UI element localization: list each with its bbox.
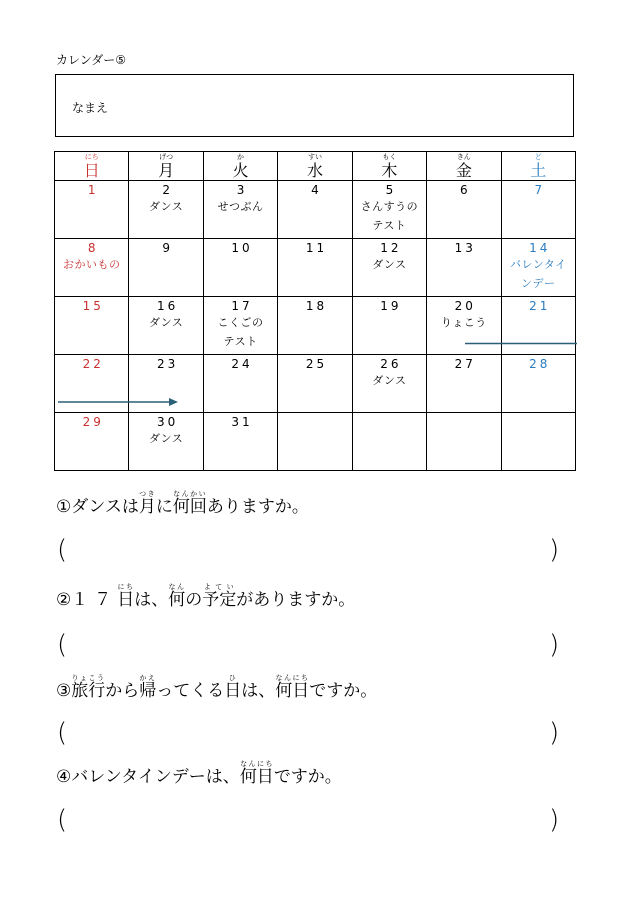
weekday-label: 木 bbox=[381, 161, 398, 180]
ruby-reading: なんにち bbox=[239, 760, 274, 768]
ruby-base: 何回 bbox=[172, 497, 207, 517]
question-text: に bbox=[155, 497, 173, 517]
day-number: 18 bbox=[305, 299, 328, 313]
day-event: ダンス bbox=[372, 374, 407, 387]
weekday-ruby: にち bbox=[84, 153, 99, 161]
ruby-reading: にち bbox=[117, 583, 135, 591]
question-text: ってくる bbox=[156, 681, 225, 701]
day-number: 9 bbox=[162, 241, 173, 255]
day-number: 19 bbox=[380, 299, 402, 313]
day-event: バレンタイ bbox=[509, 258, 567, 271]
ruby-reading: ひ bbox=[224, 674, 242, 682]
day-event: おかいもの bbox=[62, 258, 121, 271]
day-number: 10 bbox=[231, 241, 253, 255]
day-number: 17 bbox=[231, 299, 253, 313]
name-label: なまえ bbox=[72, 101, 109, 115]
ruby-reading: なん bbox=[168, 583, 186, 591]
day-number: 24 bbox=[231, 357, 253, 371]
day-number: 5 bbox=[385, 183, 397, 197]
question-number: ③ bbox=[56, 681, 72, 701]
day-number: 21 bbox=[529, 299, 551, 313]
answer-bracket-open-3: ( bbox=[57, 718, 68, 748]
weekday-ruby: ど bbox=[534, 153, 542, 161]
day-number: 11 bbox=[305, 241, 328, 255]
day-number: 28 bbox=[529, 357, 551, 371]
weekday-label: 金 bbox=[455, 161, 472, 180]
ruby-word bbox=[202, 583, 237, 610]
weekday-ruby: もく bbox=[382, 153, 397, 161]
question-text: は、 bbox=[241, 681, 276, 701]
ruby-base: 何日 bbox=[275, 681, 310, 701]
day-number: 23 bbox=[156, 357, 179, 371]
arrowhead-icon bbox=[169, 398, 178, 406]
weekday-label: 日 bbox=[83, 161, 100, 180]
question-number: ④ bbox=[56, 767, 72, 787]
day-number: 16 bbox=[156, 299, 179, 313]
day-event: ダンス bbox=[148, 316, 184, 329]
day-event: ダンス bbox=[372, 258, 407, 271]
question-text: から bbox=[105, 681, 140, 701]
question-day-number: １７ bbox=[71, 590, 118, 610]
day-event: ダンス bbox=[148, 200, 184, 213]
answer-bracket-close-4: ) bbox=[549, 805, 560, 835]
answer-bracket-open-2: ( bbox=[57, 630, 68, 660]
ruby-reading: かえ bbox=[139, 674, 157, 682]
day-number: 6 bbox=[460, 183, 471, 197]
ruby-word bbox=[139, 674, 157, 701]
weekday-label: 土 bbox=[530, 161, 547, 180]
weekday-ruby: げつ bbox=[159, 153, 174, 161]
question-4 bbox=[56, 760, 342, 787]
ruby-reading: なんにち bbox=[275, 674, 310, 682]
ruby-word bbox=[172, 490, 207, 517]
ruby-base: 予定 bbox=[202, 590, 237, 610]
question-text: ありますか。 bbox=[206, 497, 309, 517]
answer-bracket-open-1: ( bbox=[57, 535, 68, 565]
ruby-base: 日 bbox=[224, 681, 242, 701]
weekday-ruby: きん bbox=[456, 153, 471, 161]
question-number: ① bbox=[56, 497, 72, 517]
day-number: 25 bbox=[305, 357, 328, 371]
ruby-base: 何日 bbox=[239, 767, 274, 787]
question-text: バレンタインデーは、 bbox=[71, 767, 240, 787]
answer-bracket-close-2: ) bbox=[549, 630, 560, 660]
ruby-reading: りょこう bbox=[71, 674, 106, 682]
day-event: せつぶん bbox=[217, 200, 264, 213]
day-number: 27 bbox=[454, 357, 476, 371]
ruby-reading: つき bbox=[138, 490, 156, 498]
day-number: 8 bbox=[87, 241, 99, 255]
ruby-word bbox=[138, 490, 156, 517]
weekday-label: 火 bbox=[232, 161, 249, 180]
question-text: がありますか。 bbox=[236, 590, 356, 610]
day-number: 2 bbox=[162, 183, 173, 197]
ruby-word bbox=[71, 674, 106, 701]
weekday-ruby: すい bbox=[307, 153, 322, 161]
question-3 bbox=[56, 674, 377, 701]
day-number: 20 bbox=[454, 299, 476, 313]
question-2 bbox=[56, 583, 355, 610]
day-number: 1 bbox=[87, 183, 99, 197]
day-event: こくごの bbox=[217, 316, 264, 329]
question-text: は、 bbox=[134, 590, 169, 610]
question-1 bbox=[56, 490, 309, 517]
question-number: ② bbox=[56, 590, 72, 610]
day-number: 31 bbox=[231, 415, 253, 429]
day-number: 14 bbox=[529, 241, 551, 255]
day-number: 15 bbox=[82, 299, 104, 313]
worksheet-title: カレンダー⑤ bbox=[56, 53, 126, 67]
question-text: ですか。 bbox=[273, 767, 342, 787]
day-event: テスト bbox=[372, 219, 407, 232]
ruby-base: 何 bbox=[168, 590, 186, 610]
ruby-base: 日 bbox=[117, 590, 135, 610]
day-event: さんすうの bbox=[360, 200, 419, 213]
ruby-word bbox=[168, 583, 186, 610]
day-event: ダンス bbox=[148, 432, 184, 445]
day-event: ンデー bbox=[521, 277, 556, 290]
ruby-word bbox=[224, 674, 242, 701]
question-text: の bbox=[185, 590, 203, 610]
day-number: 7 bbox=[534, 183, 546, 197]
day-number: 29 bbox=[82, 415, 104, 429]
weekday-label: 月 bbox=[158, 161, 175, 180]
answer-bracket-close-1: ) bbox=[549, 535, 560, 565]
ruby-word bbox=[117, 583, 135, 610]
ruby-word bbox=[239, 760, 274, 787]
answer-bracket-close-3: ) bbox=[549, 718, 560, 748]
day-number: 26 bbox=[380, 357, 402, 371]
day-number: 30 bbox=[156, 415, 179, 429]
ruby-reading: なんかい bbox=[172, 490, 207, 498]
question-text: ですか。 bbox=[309, 681, 378, 701]
answer-bracket-open-4: ( bbox=[57, 805, 68, 835]
day-number: 12 bbox=[380, 241, 402, 255]
ruby-word bbox=[275, 674, 310, 701]
weekday-ruby: か bbox=[237, 153, 245, 161]
day-event: りょこう bbox=[440, 316, 487, 329]
day-event: テスト bbox=[223, 335, 258, 348]
day-number: 13 bbox=[454, 241, 476, 255]
ruby-base: 月 bbox=[138, 497, 156, 517]
day-number: 3 bbox=[236, 183, 248, 197]
ruby-base: 帰 bbox=[139, 681, 157, 701]
day-number: 22 bbox=[82, 357, 104, 371]
day-number: 4 bbox=[311, 183, 322, 197]
ruby-reading: よてい bbox=[202, 583, 237, 591]
weekday-label: 水 bbox=[306, 161, 323, 180]
question-text: ダンスは bbox=[71, 497, 139, 517]
ruby-base: 旅行 bbox=[71, 681, 106, 701]
